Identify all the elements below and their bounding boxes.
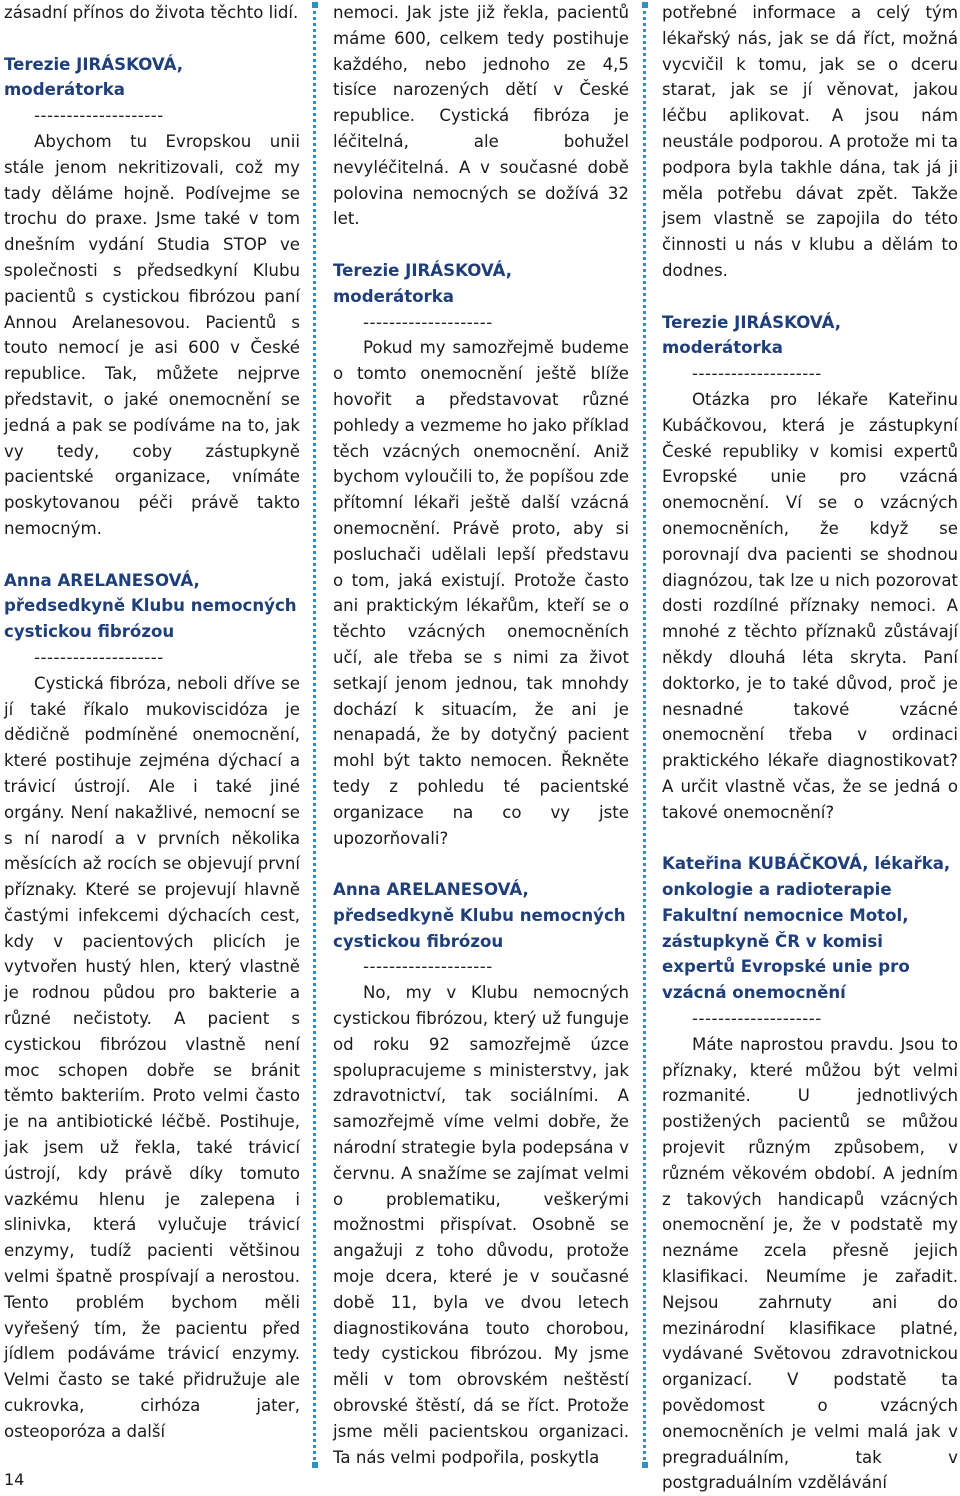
- paragraph: Máte naprostou pravdu. Jsou to příznaky, které můžou být velmi rozmanité. U jednotlivých postižených pacientů se můžou projevit různým způsobem, v různém věkovém období. A jedním z takových handicapů vzácných onemocnění je, že v podstatě my neznáme zcela přesně jejich klasifikaci. Neumíme je zařadit. Nejsou zahrnuty ani do mezinárodní klasifikace platné, vydávané Světovou zdravotnickou organizací. V podstatě ta povědomost o vzácných onemocněních je velmi malá jak v pregraduálním, tak v postgraduálním vzdělávání: [662, 1034, 958, 1493]
- paragraph: Otázka pro lékaře Kateřinu Kubáčkovou, která je zástupkyní České republiky v komisi expertů Evropské unie pro vzácná onemocnění. Ví se o vzácných onemocněních, že když se porovnají dva pacienti se shodnou diagnózou, tak lze u nich pozorovat dosti rozdílné příznaky nemoci. A mnohé z těchto příznaků zůstávají někdy dlouhá léta skryta. Paní doktorko, je to také důvod, proč je nesnadné takové vzácné onemocnění třeba v ordinaci praktického lékaře diagnostikovat? A určit vlastně včas, že se jedná o takové onemocnění?: [662, 389, 958, 822]
- column-divider-right: [643, 4, 646, 1466]
- paragraph-continuation: zásadní přínos do života těchto lidí.: [4, 3, 299, 22]
- separator-line: --------------------: [34, 106, 164, 126]
- column-divider-left: [313, 4, 316, 1466]
- separator-line: --------------------: [34, 647, 164, 667]
- speaker-heading-jiraskova: Terezie JIRÁSKOVÁ, moderátorka: [333, 260, 513, 306]
- page-number: 14: [4, 1470, 25, 1489]
- text-column-3: [662, 0, 958, 1496]
- paragraph: Cystická fibróza, neboli dříve se jí také říkalo mukoviscidóza je dědičně podmíněné onemocnění, které postihuje zejména dýchací a trávicí ústrojí. Ale i také jiné orgány. Není nakažlivé, nemocní se s ní narodí a v prvních několika měsících až rocích se objevují první příznaky. Které se projevují hlavně častými infekcemi dýchacích cest, kdy v pacientových plicích je vytvořen hustý hlen, který vlastně je rodnou půdou pro bakterie a různé nečistoty. A pacient s cystickou fibrózou vlastně není moc schopen dobře se bránit těmto bakteriím. Proto velmi často je na antibiotické léčbě. Postihuje, jak jsem už řekla, také trávicí ústrojí, kdy právě díky tomuto vazkému hlenu je zalepena i slinivka, která vylučuje trávicí enzymy, tudíž pacienti většinou velmi špatně prospívají a nerostou. Tento problém bychom měli vyřešený tím, že pacientu před jídlem podáváme trávicí enzymy. Velmi často se také přidružuje ale cukrovka, cirhóza jater, osteoporóza a další: [4, 673, 300, 1441]
- separator-line: --------------------: [363, 957, 493, 977]
- paragraph: No, my v Klubu nemocných cystickou fibrózou, který už funguje od roku 92 samozřejmě úzce spolupracujeme s ministerstvy, jak zdravotnictví, tak sociálními. A samozřejmě víme velmi dobře, že národní strategie byla podepsána v červnu. A snažíme se zajímat velmi o problematiku, veškerými možnostmi přispívat. Osobně se angažuji z toho důvodu, protože moje dcera, které je v současné době 11, byla ve dvou letech diagnostikována touto chorobou, tedy cystickou fibrózou. My jsme měli v tom obrovském neštěstí obrovské štěstí, dá se říct. Protože jsme měli pacientskou organizaci. Ta nás velmi podpořila, poskytla: [333, 983, 629, 1467]
- text-column-1: [4, 0, 300, 1445]
- paragraph: Abychom tu Evropskou unii stále jenom nekritizovali, což my tady děláme hojně. Podívejme se trochu do praxe. Jsme také v tom dnešním vydání Studia STOP ve společnosti s předsedkyní Klubu pacientů s cystickou fibrózou paní Annou Arelanesovou. Pacientů s touto nemocí je asi 600 v České republice. Tak, můžete nejprve představit, o jaké onemocnění se jedná a pak se podíváme na to, jak vy tedy, coby zástupkyně pacientské organizace, vnímáte poskytovanou péči právě takto nemocným.: [4, 131, 300, 538]
- paragraph-continuation: nemoci. Jak jste již řekla, pacientů máme 600, celkem tedy postihuje každého, nebo jednoho ze 4,5 tisíce narozených dětí v České republice. Cystická fibróza je léčitelná, ale bohužel nevyléčitelná. A v současné době polovina nemocných se dožívá 32 let.: [333, 3, 629, 229]
- separator-line: --------------------: [692, 1009, 822, 1029]
- paragraph-continuation: potřebné informace a celý tým lékařský nás, jak se dá říct, možná vycvičil k tomu, jak se o dceru starat, jak se jí věnovat, jakou léčbu aplikovat. A jsou nám neustále podporou. A protože mi ta podpora byla takhle dána, tak já ji měla potřebu dávat zpět. Takže jsem vlastně se zapojila do této činnosti u nás v klubu a dělám to dodnes.: [662, 3, 958, 280]
- speaker-heading-kubackova: Kateřina KUBÁČKOVÁ, lékařka, onkologie a radioterapie Fakultní nemocnice Motol, zástupkyně ČR v komisi expertů Evropské unie pro vzácná onemocnění: [662, 854, 951, 1003]
- paragraph: Pokud my samozřejmě budeme o tomto onemocnění ještě blíže hovořit a představovat různé pohledy a vezmeme ho jako příklad těch vzácných onemocnění. Aniž bychom vyloučili to, že popíšou zde přítomní lékaři ještě další vzácná onemocnění. Právě proto, aby si posluchači udělali lepší představu o tom, jaká existují. Protože často ani praktickým lékařům, kteří se o těchto vzácných onemocněních učí, ale třeba se s nimi za život setkají jenom jednou, tak mnohdy dochází k situacím, že ani je nenapadá, že by dotyčný pacient mohl být takto nemocen. Řekněte tedy z pohledu té pacientské organizace na co vy jste upozorňovali?: [333, 338, 630, 848]
- speaker-heading-arelanesova: Anna ARELANESOVÁ, předsedkyně Klubu nemocných cystickou fibrózou: [333, 880, 626, 951]
- separator-line: --------------------: [363, 312, 493, 332]
- speaker-heading-jiraskova: Terezie JIRÁSKOVÁ, moderátorka: [662, 312, 842, 358]
- separator-line: --------------------: [692, 364, 822, 384]
- speaker-heading-jiraskova: Terezie JIRÁSKOVÁ, moderátorka: [4, 54, 184, 100]
- speaker-heading-arelanesova: Anna ARELANESOVÁ, předsedkyně Klubu nemocných cystickou fibrózou: [4, 570, 297, 642]
- text-column-2: [333, 0, 629, 1470]
